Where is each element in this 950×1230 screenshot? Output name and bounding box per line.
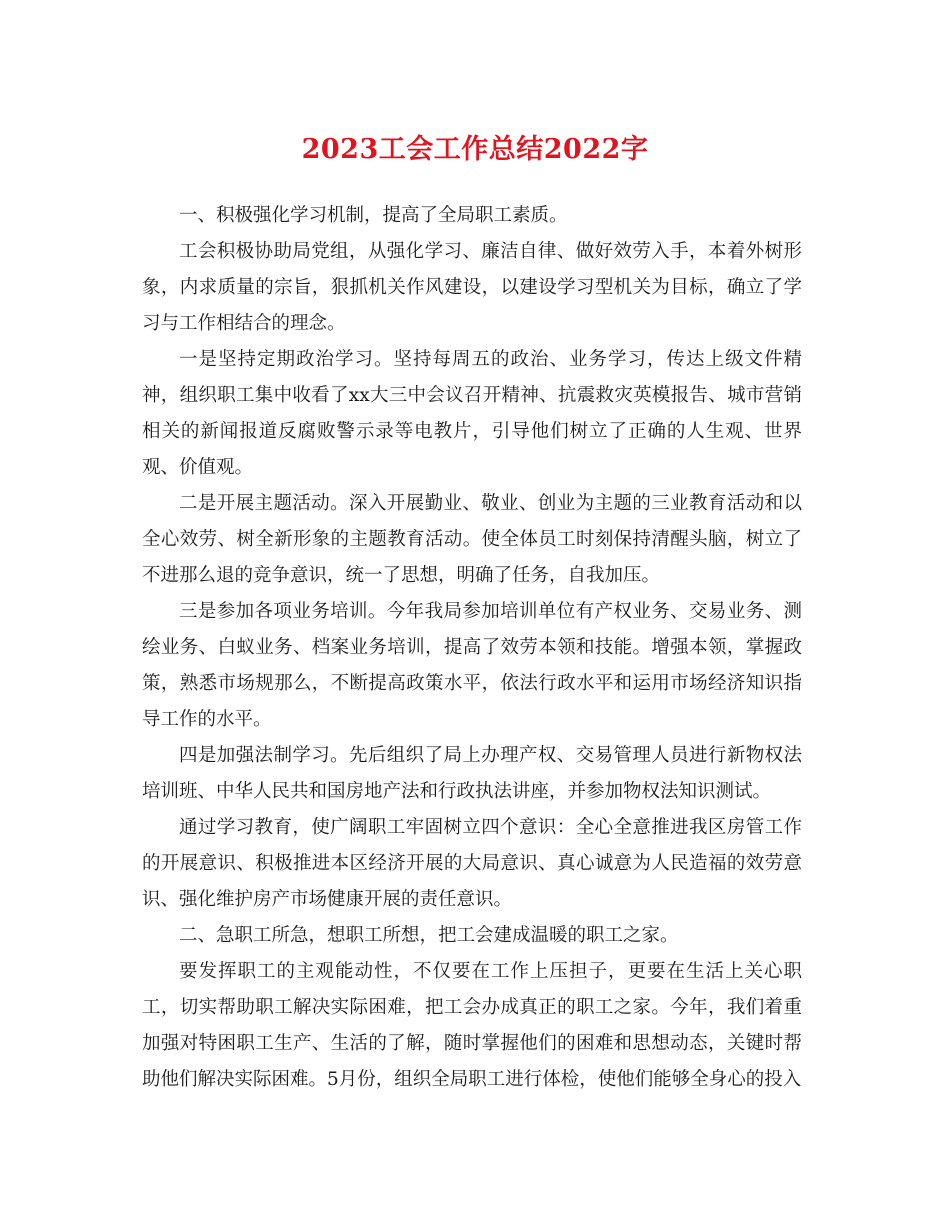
document-title: 2023工会工作总结2022字 [301, 134, 649, 165]
paragraph: 工会积极协助局党组，从强化学习、廉洁自律、做好效劳入手，本着外树形象，内求质量的宗旨，狠抓机关作风建设，以建设学习型机关为目标，确立了学习与工作相结合的理念。 [142, 241, 802, 334]
paragraph: 一是坚持定期政治学习。坚持每周五的政治、业务学习，传达上级文件精神，组织职工集中收看了xx大三中会议召开精神、抗震救灾英模报告、城市营销相关的新闻报道反腐败警示录等电教片，引导他们树立了正确的人生观、世界观、价值观。 [142, 349, 802, 478]
paragraph: 四是加强法制学习。先后组织了局上办理产权、交易管理人员进行新物权法培训班、中华人民共和国房地产法和行政执法讲座，并参加物权法知识测试。 [142, 745, 802, 802]
paragraph: 要发挥职工的主观能动性，不仅要在工作上压担子，更要在生活上关心职工，切实帮助职工解决实际困难，把工会办成真正的职工之家。今年，我们着重加强对特困职工生产、生活的了解，随时掌握他们的困难和思想动态，关键时帮助他们解决实际困难。5月份，组织全局职工进行体检，使他们能够全身心的投入 [142, 961, 802, 1090]
document-body [142, 198, 802, 1098]
paragraph: 三是参加各项业务培训。今年我局参加培训单位有产权业务、交易业务、测绘业务、白蚁业务、档案业务培训，提高了效劳本领和技能。增强本领，掌握政策，熟悉市场规那么，不断提高政策水平，依法行政水平和运用市场经济知识指导工作的水平。 [142, 601, 802, 730]
paragraph-heading-2: 二、急职工所急，想职工所想，把工会建成温暖的职工之家。 [179, 925, 679, 946]
paragraph: 二是开展主题活动。深入开展勤业、敬业、创业为主题的三业教育活动和以全心效劳、树全新形象的主题教育活动。使全体员工时刻保持清醒头脑，树立了不进那么退的竞争意识，统一了思想，明确了任务，自我加压。 [142, 493, 802, 586]
paragraph: 通过学习教育，使广阔职工牢固树立四个意识：全心全意推进我区房管工作的开展意识、积极推进本区经济开展的大局意识、真心诚意为人民造福的效劳意识、强化维护房产市场健康开展的责任意识。 [142, 817, 802, 910]
paragraph-heading-1: 一、积极强化学习机制，提高了全局职工素质。 [179, 205, 568, 226]
